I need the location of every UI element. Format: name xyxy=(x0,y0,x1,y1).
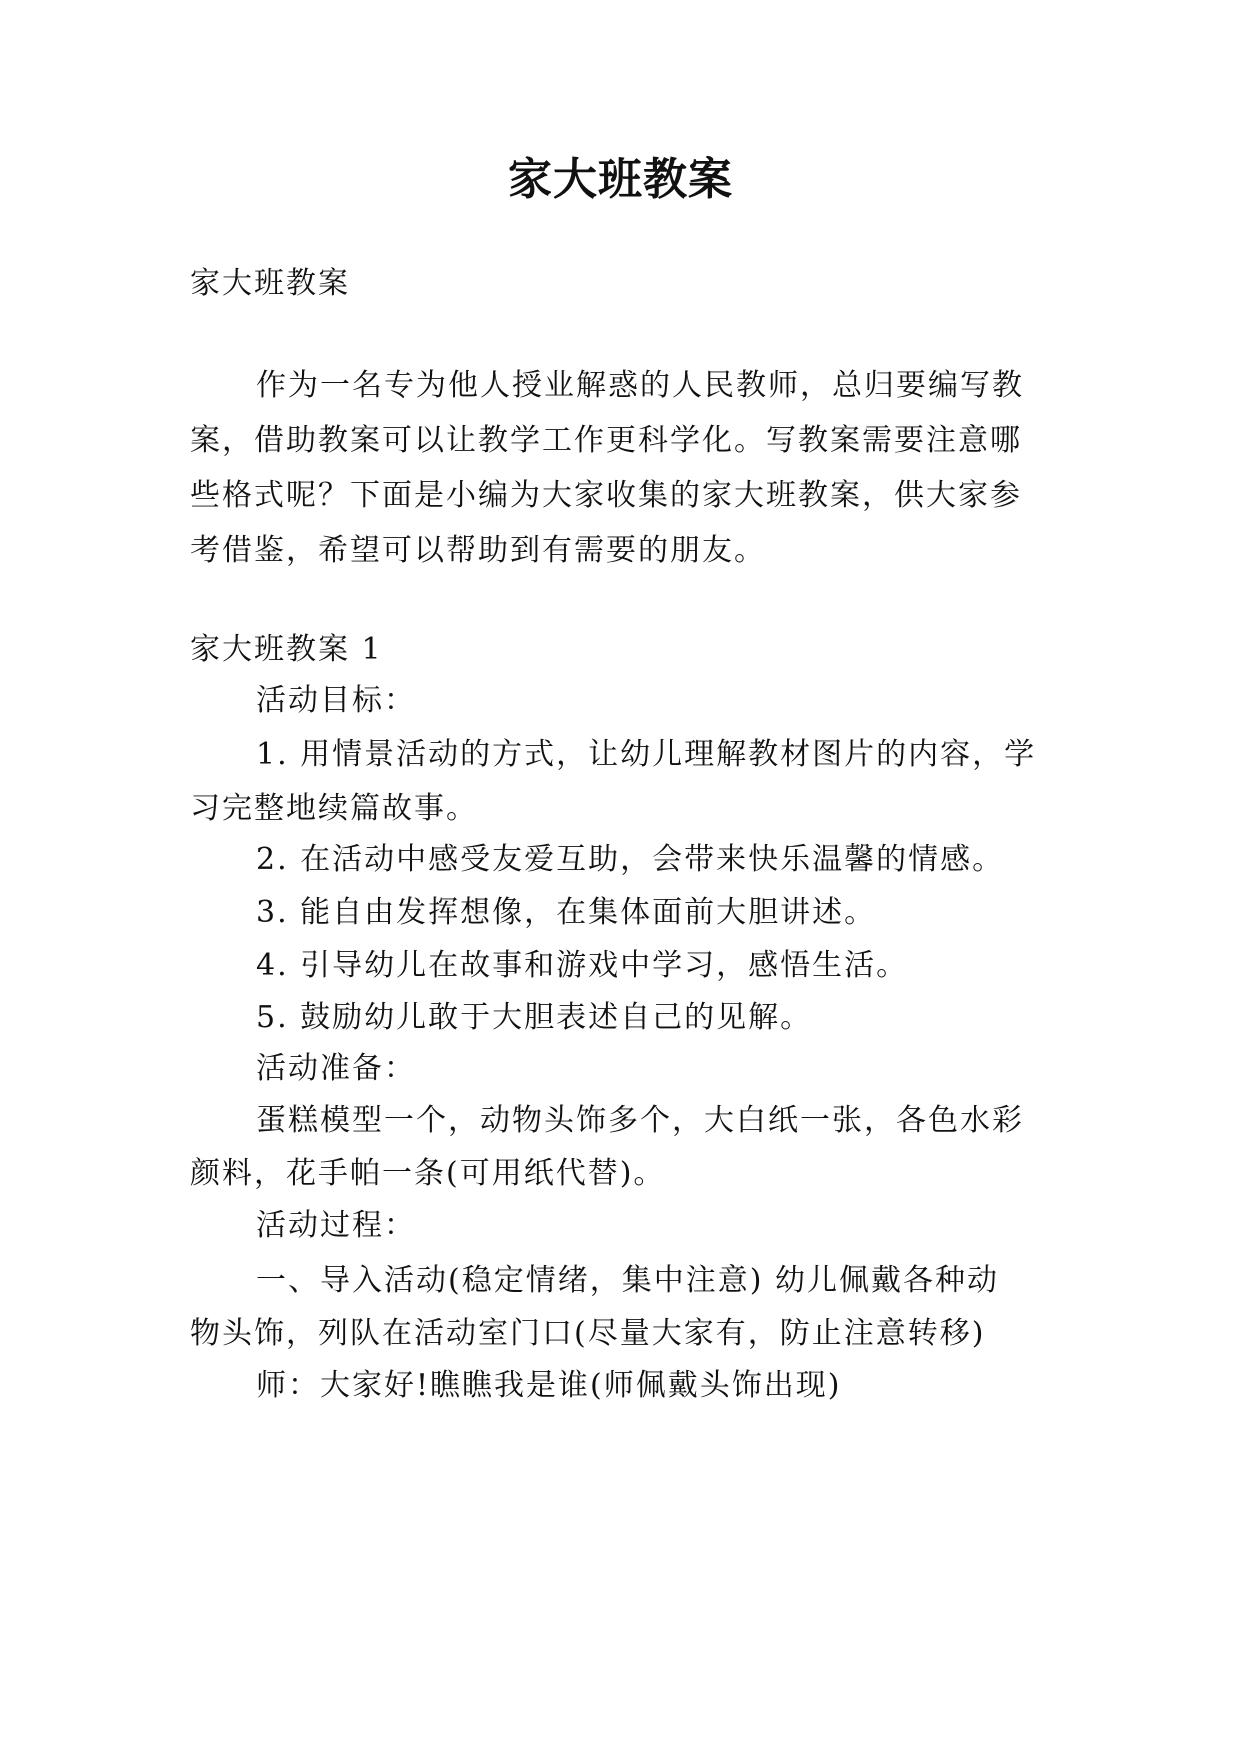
prep-line-2: 颜料，花手帕一条(可用纸代替)。 xyxy=(190,1156,666,1191)
goal-line-4: 4. 引导幼儿在故事和游戏中学习，感悟生活。 xyxy=(256,948,909,983)
section-heading: 家大班教案 1 xyxy=(190,632,383,667)
document-title: 家大班教案 xyxy=(508,154,733,205)
process-line-1: 一、导入活动(稳定情绪，集中注意) 幼儿佩戴各种动 xyxy=(256,1263,999,1298)
goal-line-1-cont: 习完整地续篇故事。 xyxy=(190,791,478,826)
goal-line-1: 1. 用情景活动的方式，让幼儿理解教材图片的内容，学 xyxy=(256,737,1037,772)
document-subtitle: 家大班教案 xyxy=(190,266,350,301)
intro-line-3: 些格式呢？下面是小编为大家收集的家大班教案，供大家参 xyxy=(190,478,1022,513)
goal-line-5: 5. 鼓励幼儿敢于大胆表述自己的见解。 xyxy=(256,1000,813,1035)
intro-line-2: 案，借助教案可以让教学工作更科学化。写教案需要注意哪 xyxy=(190,423,1022,458)
prep-line-1: 蛋糕模型一个，动物头饰多个，大白纸一张，各色水彩 xyxy=(256,1103,1024,1138)
prep-heading: 活动准备： xyxy=(256,1051,416,1086)
intro-line-4: 考借鉴，希望可以帮助到有需要的朋友。 xyxy=(190,533,766,568)
process-line-2: 物头饰，列队在活动室门口(尽量大家有，防止注意转移) xyxy=(190,1316,986,1351)
goal-line-3: 3. 能自由发挥想像，在集体面前大胆讲述。 xyxy=(256,895,877,930)
goal-line-2: 2. 在活动中感受友爱互助，会带来快乐温馨的情感。 xyxy=(256,842,1005,877)
process-heading: 活动过程： xyxy=(256,1208,416,1243)
goals-heading: 活动目标： xyxy=(256,683,416,718)
process-line-3: 师：大家好!瞧瞧我是谁(师佩戴头饰出现) xyxy=(256,1368,842,1403)
intro-line-1: 作为一名专为他人授业解惑的人民教师，总归要编写教 xyxy=(256,368,1024,403)
